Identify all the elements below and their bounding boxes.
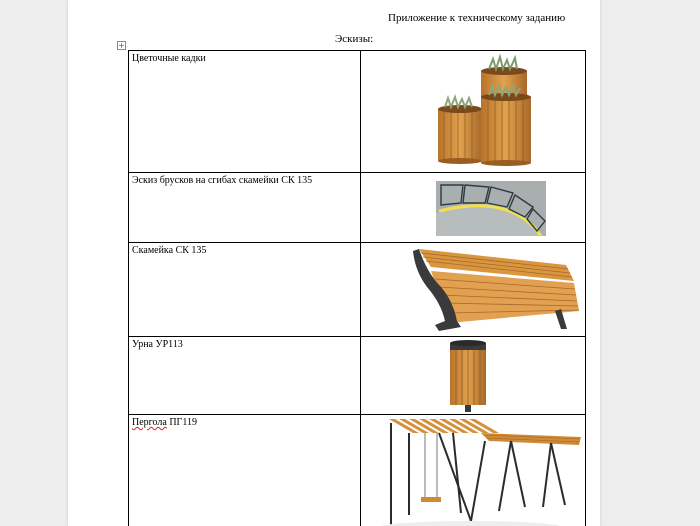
row-label: Скамейка СК 135 xyxy=(129,243,361,337)
row-label: Урна УР113 xyxy=(129,337,361,415)
pergola-label-code: ПГ119 xyxy=(169,417,197,428)
row-label: Эскиз брусков на сгибах скамейки СК 135 xyxy=(129,173,361,243)
table-row xyxy=(129,415,586,526)
trash-bin-image xyxy=(361,337,586,415)
bench-bend-sketch-image xyxy=(361,173,586,243)
sketches-title: Эскизы: xyxy=(335,33,374,45)
table-row xyxy=(129,337,586,415)
row-label xyxy=(129,415,361,526)
document-page xyxy=(68,0,600,526)
appendix-title: Приложение к техническому заданию xyxy=(388,12,566,24)
row-label: Цветочные кадки xyxy=(129,51,361,173)
pergola-label-word: Пергола xyxy=(132,417,167,428)
table-move-handle-icon[interactable]: + xyxy=(118,41,125,50)
pergola-image xyxy=(361,415,586,526)
sketch-table xyxy=(128,50,586,526)
table-row xyxy=(129,243,586,337)
table-row xyxy=(129,173,586,243)
wooden-planters-image xyxy=(361,51,586,173)
wooden-bench-image xyxy=(361,243,586,337)
table-row xyxy=(129,51,586,173)
